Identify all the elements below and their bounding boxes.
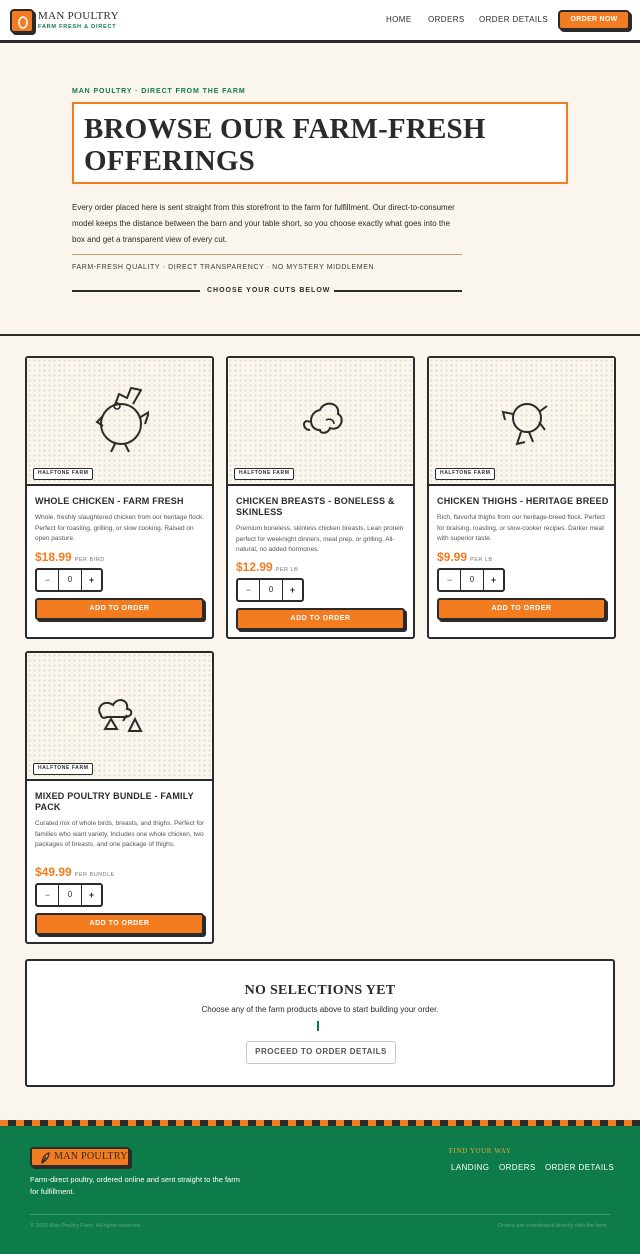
choose-cuts-label: CHOOSE YOUR CUTS BELOW bbox=[207, 287, 331, 294]
price-unit: PER LB bbox=[275, 567, 299, 573]
increase-button[interactable]: + bbox=[81, 885, 101, 905]
product-badge: HALFTONE FARM bbox=[435, 468, 495, 480]
product-description: Whole, freshly slaughtered chicken from our heritage flock. Perfect for roasting, grilling, or slow cooking. Raised on open pasture. bbox=[35, 514, 205, 542]
quantity-value[interactable]: 0 bbox=[67, 575, 73, 584]
product-image bbox=[228, 358, 413, 486]
price-unit: PER BUNDLE bbox=[74, 872, 115, 878]
price-value: $9.99 bbox=[437, 550, 468, 564]
breast-icon bbox=[290, 382, 350, 452]
hero-title-box bbox=[72, 102, 568, 184]
increase-button[interactable]: + bbox=[282, 580, 302, 600]
product-price bbox=[437, 550, 493, 564]
brand[interactable] bbox=[38, 11, 119, 30]
decrease-button[interactable]: − bbox=[37, 570, 59, 590]
brand-tagline: FARM FRESH & DIRECT bbox=[38, 24, 117, 30]
order-now-button[interactable]: ORDER NOW bbox=[558, 10, 630, 30]
product-card-whole-chicken bbox=[25, 356, 214, 639]
page-title: BROWSE OUR FARM-FRESH OFFERINGS bbox=[84, 113, 486, 177]
product-description: Curated mix of whole birds, breasts, and thighs. Perfect for families who want variety. Includes one whole chicken, two packages of breasts, and one package of thighs. bbox=[35, 820, 205, 848]
thigh-icon bbox=[491, 382, 551, 452]
decrease-button[interactable]: − bbox=[439, 570, 461, 590]
footer-divider bbox=[30, 1214, 610, 1215]
product-price bbox=[35, 865, 115, 879]
quantity-stepper bbox=[236, 578, 304, 602]
product-card-chicken-thighs bbox=[427, 356, 616, 639]
product-image bbox=[27, 653, 212, 781]
increase-button[interactable]: + bbox=[483, 570, 503, 590]
product-card-mixed-bundle bbox=[25, 651, 214, 944]
price-unit: PER LB bbox=[470, 557, 493, 563]
product-badge: HALFTONE FARM bbox=[33, 468, 93, 480]
price-unit: PER BIRD bbox=[74, 557, 105, 563]
quantity-stepper bbox=[35, 883, 103, 907]
summary-text: Choose any of the farm products above to start building your order. bbox=[201, 1005, 439, 1014]
quantity-value[interactable]: 0 bbox=[268, 585, 274, 594]
quantity-stepper bbox=[437, 568, 505, 592]
footer-brand-name: MAN POULTRY bbox=[54, 1151, 128, 1162]
quantity-value[interactable]: 0 bbox=[469, 575, 475, 584]
footer-link-orders[interactable]: ORDERS bbox=[499, 1163, 536, 1172]
product-card-chicken-breasts bbox=[226, 356, 415, 639]
product-price bbox=[35, 550, 105, 564]
product-badge: HALFTONE FARM bbox=[234, 468, 294, 480]
decrease-button[interactable]: − bbox=[37, 885, 59, 905]
add-to-order-button[interactable]: ADD TO ORDER bbox=[35, 598, 204, 620]
footer-copyright: © 2025 Man Poultry Farm. All rights reserved. bbox=[30, 1223, 142, 1229]
divider-line-left bbox=[72, 290, 200, 292]
increase-button[interactable]: + bbox=[81, 570, 101, 590]
brand-name: MAN POULTRY bbox=[38, 10, 119, 22]
nav-home-link[interactable]: HOME bbox=[386, 15, 412, 24]
quantity-value[interactable]: 0 bbox=[67, 890, 73, 899]
product-image bbox=[27, 358, 212, 486]
hero-description: Every order placed here is sent straight from this storefront to the farm for fulfillment. Our direct-to-consumer model keeps the distance between the barn and your table short, so you choose exactly what goes into the box and get a transparent view of every cut. bbox=[72, 203, 455, 244]
product-title: CHICKEN THIGHS - HERITAGE BREED bbox=[437, 496, 609, 506]
nav-order-details-link[interactable]: ORDER DETAILS bbox=[479, 15, 549, 24]
site-footer bbox=[0, 1126, 640, 1254]
add-to-order-button[interactable]: ADD TO ORDER bbox=[437, 598, 606, 620]
footer-nav-heading: FIND YOUR WAY bbox=[449, 1147, 512, 1155]
divider-line-right bbox=[334, 290, 462, 292]
footer-link-landing[interactable]: LANDING bbox=[451, 1163, 490, 1172]
price-value: $12.99 bbox=[236, 560, 273, 574]
summary-title: NO SELECTIONS YET bbox=[244, 983, 396, 998]
product-title: WHOLE CHICKEN - FARM FRESH bbox=[35, 496, 184, 506]
decrease-button[interactable]: − bbox=[238, 580, 260, 600]
chicken-icon bbox=[89, 382, 149, 452]
add-to-order-button[interactable]: ADD TO ORDER bbox=[236, 608, 405, 630]
hero-features: FARM-FRESH QUALITY · DIRECT TRANSPARENCY · NO MYSTERY MIDDLEMEN bbox=[72, 264, 375, 271]
footer-brand[interactable] bbox=[30, 1147, 130, 1167]
product-title: CHICKEN BREASTS - BONELESS & SKINLESS bbox=[236, 496, 395, 517]
product-price bbox=[236, 560, 298, 574]
product-description: Premium boneless, skinless chicken breasts. Lean protein perfect for weeknight dinners, meal prep, or grilling. All-natural, no added hormones. bbox=[236, 525, 404, 553]
logo-egg-icon[interactable] bbox=[10, 9, 34, 33]
summary-indicator bbox=[317, 1021, 319, 1031]
price-value: $49.99 bbox=[35, 865, 72, 879]
product-description: Rich, flavorful thighs from our heritage-breed flock. Perfect for braising, roasting, or slow-cooker recipes. Darker meat with superior taste. bbox=[437, 514, 605, 542]
price-value: $18.99 bbox=[35, 550, 72, 564]
bundle-icon bbox=[89, 677, 149, 747]
footer-link-order-details[interactable]: ORDER DETAILS bbox=[545, 1163, 615, 1172]
footer-text: Farm-direct poultry, ordered online and sent straight to the farm for fulfillment. bbox=[30, 1175, 240, 1196]
site-header bbox=[0, 0, 640, 43]
hero-divider bbox=[72, 254, 462, 255]
product-badge: HALFTONE FARM bbox=[33, 763, 93, 775]
product-image bbox=[429, 358, 614, 486]
footer-note: Orders are coordinated directly with the farm. bbox=[497, 1223, 608, 1229]
nav-orders-link[interactable]: ORDERS bbox=[428, 15, 465, 24]
hero-eyebrow: MAN POULTRY · DIRECT FROM THE FARM bbox=[72, 88, 246, 95]
proceed-to-order-details-button[interactable]: PROCEED TO ORDER DETAILS bbox=[246, 1041, 396, 1064]
quantity-stepper bbox=[35, 568, 103, 592]
feather-icon bbox=[40, 1152, 50, 1164]
add-to-order-button[interactable]: ADD TO ORDER bbox=[35, 913, 204, 935]
order-summary bbox=[25, 959, 615, 1087]
product-title: MIXED POULTRY BUNDLE - FAMILY PACK bbox=[35, 791, 194, 812]
